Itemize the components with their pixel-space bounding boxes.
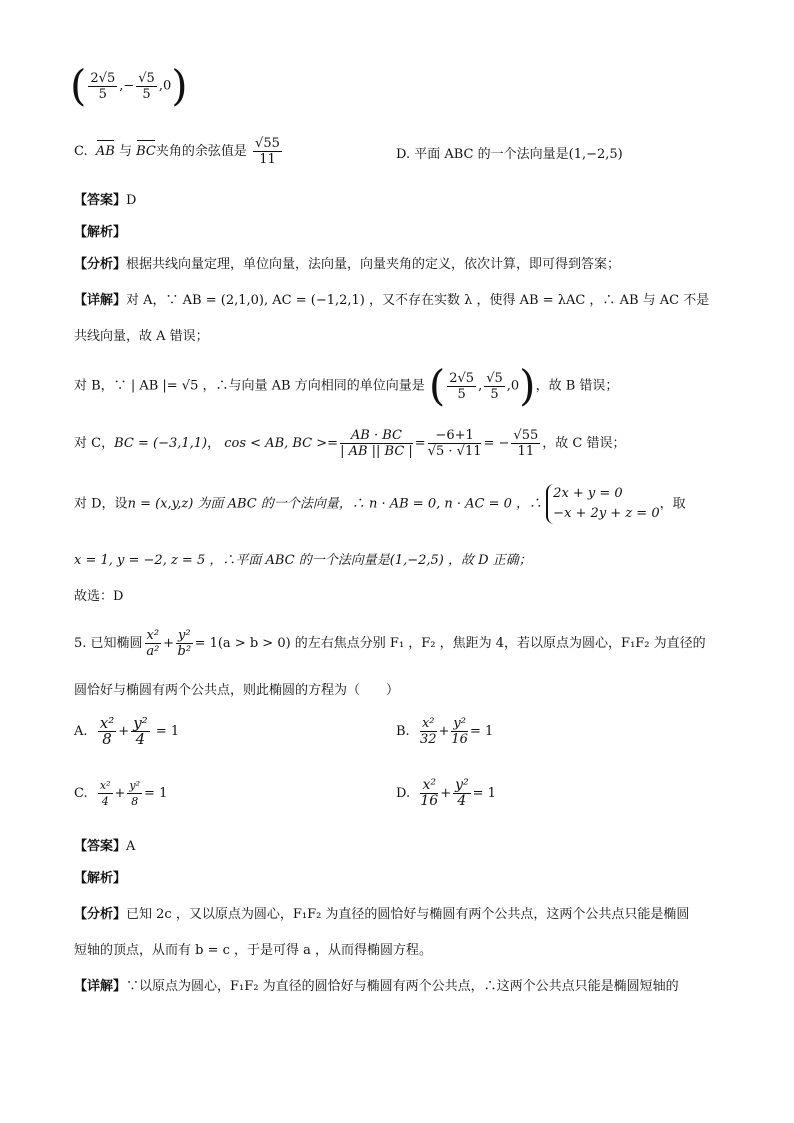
xiangjie-text: 共线向量，故 A 错误； xyxy=(74,329,209,344)
analysis-line-2 xyxy=(74,870,126,888)
answer-tag: 【答案】 xyxy=(74,839,127,854)
fraction xyxy=(447,371,476,402)
numerator: AB · BC xyxy=(340,428,413,444)
denominator: 5 xyxy=(457,386,466,402)
fraction xyxy=(428,428,482,459)
denominator: 8 xyxy=(131,795,139,808)
option-c[interactable]: C. $\frac{\text{x²}}{4}$ + $\frac{\text{y²}}{8}$ = 1 xyxy=(74,779,168,808)
fraction xyxy=(420,716,437,747)
numerator: y² xyxy=(455,777,469,793)
fraction xyxy=(420,778,438,809)
numerator: −6+1 xyxy=(428,428,482,444)
fraction xyxy=(131,716,150,747)
fraction xyxy=(453,778,471,809)
xiangjie-tag: 【详解】 xyxy=(74,979,127,994)
option-label: C. xyxy=(74,786,88,801)
b-text: 对 B，∵ | AB |= √5 ，∴与向量 AB 方向相同的单位向量是 xyxy=(74,378,425,394)
equation-2: −x + 2y + z = 0 xyxy=(553,506,660,521)
d-tail: ，取 xyxy=(659,496,686,512)
vector-ab: AB xyxy=(95,144,115,159)
option-a[interactable]: A. $\frac{\text{x²}}{8}$ + $\frac{\text{y²}}{4}$ = 1 xyxy=(74,714,180,748)
denominator: 5 xyxy=(490,386,499,402)
tail: ,0 xyxy=(158,78,172,94)
numerator: x² xyxy=(421,716,435,731)
denominator: 5 xyxy=(98,86,107,102)
xiangjie-line-2a xyxy=(74,978,679,996)
answer-value: A xyxy=(126,839,136,854)
denominator: 5 xyxy=(142,86,151,102)
fraction xyxy=(88,71,117,102)
option-label: A. xyxy=(74,724,88,739)
fraction xyxy=(451,716,468,747)
equals: = 1 xyxy=(144,786,168,801)
fraction xyxy=(98,716,116,747)
fraction xyxy=(145,628,162,659)
option-d[interactable]: D. $\frac{\text{x²}}{16}$ + $\frac{\text{y²}}{4}$ = 1 xyxy=(396,777,496,809)
fenxi-tag: 【分析】 xyxy=(74,257,127,272)
separator: ,− xyxy=(119,78,135,94)
numerator: √55 xyxy=(513,428,539,443)
fraction xyxy=(484,371,505,402)
fraction xyxy=(253,136,282,167)
denominator: 4 xyxy=(135,730,146,748)
option-text: 平面 ABC 的一个法向量是(1,−2,5) xyxy=(414,147,623,162)
question-text: 圆恰好与椭圆有两个公共点，则此椭圆的方程为（ ） xyxy=(74,683,400,698)
question-prefix: 5. 已知椭圆 xyxy=(74,636,143,651)
cos-expression: cos < AB, BC >= xyxy=(224,436,339,451)
b-tail: ，故 B 错误； xyxy=(535,378,619,394)
fenxi-text: 根据共线向量定理，单位向量，法向量，向量夹角的定义，依次计算，即可得到答案； xyxy=(126,257,621,272)
d-line xyxy=(74,484,686,524)
numerator: y² xyxy=(178,628,191,643)
equals: = 1 xyxy=(155,724,180,739)
question-5-line-2 xyxy=(74,682,399,700)
b-line: 对 B，∵ | AB |= √5 ，∴与向量 AB 方向相同的单位向量是 ( $\frac{2√5}{5}$ , $\frac{√5}{5}$ ,0)，故 B 错误； xyxy=(74,361,619,410)
denominator: 16 xyxy=(451,732,468,747)
d-line-2 xyxy=(74,552,532,570)
denominator: b² xyxy=(177,644,192,659)
fraction xyxy=(136,71,157,102)
denominator: 16 xyxy=(420,793,439,809)
equation-system xyxy=(546,484,659,524)
fraction xyxy=(511,428,540,459)
connector: 与 xyxy=(118,144,132,159)
choose-text: 故选：D xyxy=(74,589,124,604)
denominator: 11 xyxy=(259,152,276,167)
fraction xyxy=(127,778,142,809)
numerator: y² xyxy=(129,779,141,792)
option-label: D. xyxy=(396,786,411,801)
plus: + xyxy=(163,636,174,651)
right-paren: ) xyxy=(171,61,188,110)
question-condition: = 1(a > b > 0) 的左右焦点分别 F₁ ，F₂ ，焦距为 4，若以原点为圆心，F₁F₂ 为直径的 xyxy=(194,636,706,651)
numerator: √5 xyxy=(138,70,155,86)
fenxi-text: 已知 2c ，又以原点为圆心，F₁F₂ 为直径的圆恰好与椭圆有两个公共点，这两个公共点只能是椭圆 xyxy=(126,907,690,922)
option-label: B. xyxy=(396,724,410,739)
analysis-line xyxy=(74,224,126,242)
analysis-tag: 【解析】 xyxy=(74,225,127,240)
denominator: 11 xyxy=(517,444,535,459)
option-b[interactable]: B. $\frac{\text{x²}}{32}$ + $\frac{\text{y²}}{16}$ = 1 xyxy=(396,716,494,747)
numerator: x² xyxy=(99,779,111,792)
d-conclusion: x = 1, y = −2, z = 5 ，∴平面 ABC 的一个法向量是(1,−2,5) ，故 D 正确； xyxy=(74,553,532,568)
fraction xyxy=(98,778,113,809)
equals: = 1 xyxy=(469,724,494,739)
numerator: x² xyxy=(99,714,115,732)
fraction xyxy=(340,428,413,459)
numerator: 2√5 xyxy=(90,70,116,86)
choose-line xyxy=(74,588,123,606)
analysis-tag: 【解析】 xyxy=(74,871,127,886)
denominator: 4 xyxy=(101,795,109,808)
xiangjie-line-2 xyxy=(74,328,209,346)
fenxi-text: 短轴的顶点，从而有 b = c ，于是可得 a ，从而得椭圆方程。 xyxy=(74,943,433,958)
numerator: y² xyxy=(453,716,466,731)
denominator: 4 xyxy=(457,793,467,809)
answer-tag: 【答案】 xyxy=(74,193,127,208)
equals: = xyxy=(414,436,426,451)
d-text: n = (x,y,z) 为面 ABC 的一个法向量，∴ n · AB = 0, n · AC = 0 ，∴ xyxy=(127,496,543,512)
xiangjie-line-1 xyxy=(74,292,709,310)
numerator: x² xyxy=(420,778,438,794)
answer-value: D xyxy=(126,193,137,208)
denominator: a² xyxy=(146,644,160,659)
c-prefix: 对 C， xyxy=(74,436,115,451)
answer-line-2 xyxy=(74,838,135,856)
c-tail: ，故 C 错误； xyxy=(542,436,626,451)
left-paren: ( xyxy=(428,361,446,410)
option-label: D. xyxy=(396,147,411,162)
numerator: √5 xyxy=(486,370,503,386)
fenxi-line-2a xyxy=(74,906,689,924)
vector-bc-value: BC = (−3,1,1) xyxy=(114,436,208,451)
denominator: | AB || BC | xyxy=(340,444,413,459)
numerator: x² xyxy=(146,628,160,643)
prev-option-d xyxy=(396,146,623,164)
fenxi-line xyxy=(74,256,620,274)
xiangjie-text: ∵以原点为圆心，F₁F₂ 为直径的圆恰好与椭圆有两个公共点，∴这两个公共点只能是椭圆短轴的 xyxy=(126,979,679,994)
left-paren: ( xyxy=(70,61,87,110)
prev-option-c xyxy=(74,136,284,167)
denominator: 8 xyxy=(102,730,112,748)
numerator: √55 xyxy=(255,136,280,151)
numerator: y² xyxy=(133,714,148,732)
d-prefix: 对 D，设 xyxy=(74,496,128,512)
fenxi-line-2b xyxy=(74,942,432,960)
option-label: C. xyxy=(74,144,88,159)
equals: = − xyxy=(483,436,510,451)
numerator: 2√5 xyxy=(449,370,475,386)
option-text: 夹角的余弦值是 xyxy=(155,144,247,159)
xiangjie-text: 对 A，∵ AB = (2,1,0), AC = (−1,2,1) ，又不存在实数 λ ，使得 AB = λAC ，∴ AB 与 AC 不是 xyxy=(126,293,710,308)
denominator: 32 xyxy=(419,732,437,747)
fenxi-tag: 【分析】 xyxy=(74,907,127,922)
vector-bc: BC xyxy=(136,144,156,159)
c-line: 对 C，BC = (−3,1,1)， cos < AB, BC >= $\frac{AB \cdot BC}{| AB || BC |}$ = $\frac{-6+1}{√5 \cdot √11}$ = − $\frac{√55}{11}$ ，故 C 错误； xyxy=(74,428,626,459)
equals: = 1 xyxy=(472,786,496,801)
fraction xyxy=(176,628,193,659)
top-vector xyxy=(70,61,188,110)
right-paren: ) xyxy=(519,361,536,410)
equation-1: 2x + y = 0 xyxy=(553,486,623,501)
answer-line xyxy=(74,192,136,210)
question-5-line-1 xyxy=(74,628,706,659)
xiangjie-tag: 【详解】 xyxy=(74,293,127,308)
denominator: √5 · √11 xyxy=(427,444,482,459)
